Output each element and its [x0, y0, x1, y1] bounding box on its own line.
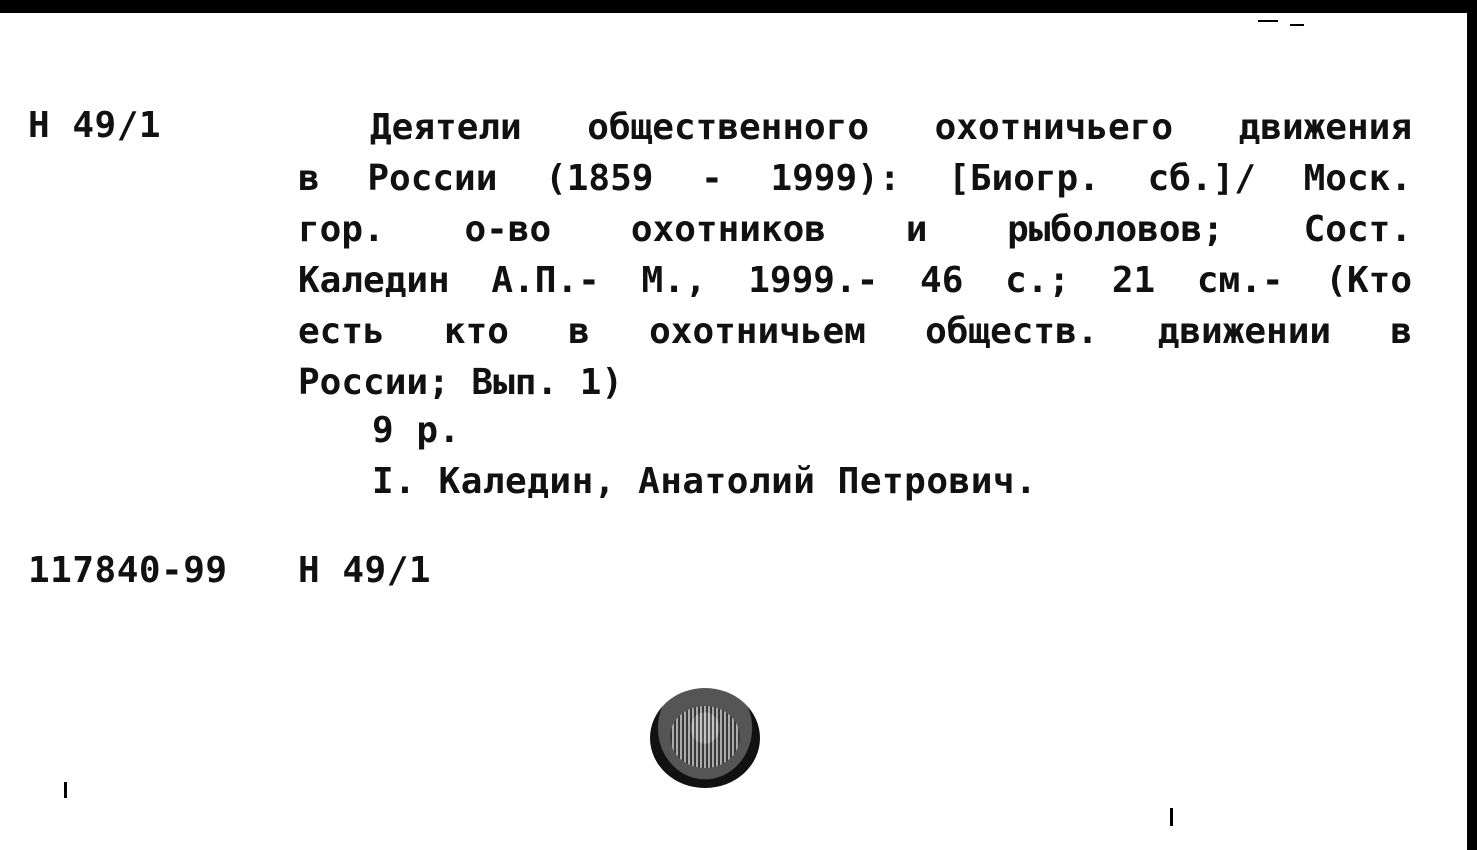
scan-speck [1258, 20, 1278, 22]
description-line-4: Каледин А.П.- М., 1999.- 46 с.; 21 см.- (Кто [298, 260, 1412, 301]
scan-border-top [0, 0, 1477, 13]
description-line-6: России; Вып. 1) [298, 362, 624, 403]
added-entry: I. Каледин, Анатолий Петрович. [372, 461, 1038, 502]
scan-speck [64, 782, 67, 798]
description-line-3: гор. о-во охотников и рыболовов; Сост. [298, 209, 1412, 250]
shelf-mark: Н 49/1 [28, 105, 162, 146]
description-line-5: есть кто в охотничьем обществ. движении в [298, 311, 1412, 352]
inventory-number: 117840-99 [28, 550, 228, 591]
scan-speck [1170, 808, 1173, 826]
scan-speck [1290, 24, 1304, 26]
scan-border-right [1467, 0, 1477, 850]
price: 9 р. [372, 410, 461, 451]
punch-hole [650, 688, 760, 788]
description-line-2: в России (1859 - 1999): [Биогр. сб.]/ Моск. [298, 158, 1412, 199]
description-line-1: Деятели общественного охотничьего движения [370, 107, 1412, 148]
inventory-shelf-mark: Н 49/1 [298, 550, 432, 591]
